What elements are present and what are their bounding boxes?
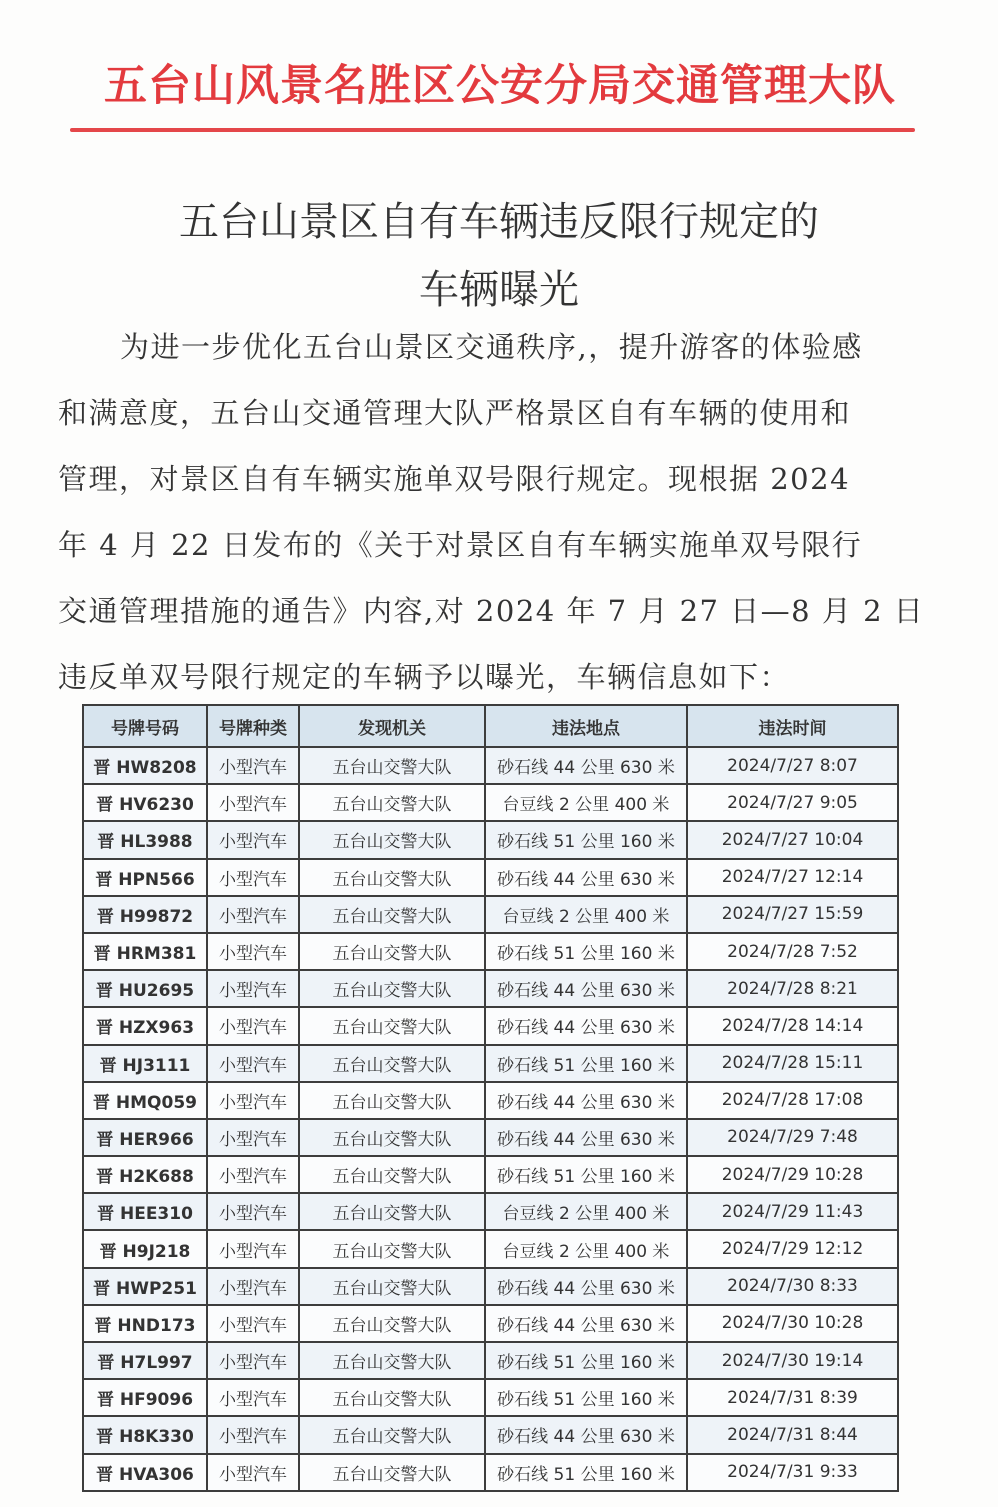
table-row bbox=[83, 1342, 898, 1379]
cell-location: 砂石线 44 公里 630 米 bbox=[485, 1007, 687, 1044]
cell-plate-type: 小型汽车 bbox=[207, 1305, 299, 1342]
cell-plate-number: 晋 HMQ059 bbox=[83, 1082, 207, 1119]
cell-location: 台豆线 2 公里 400 米 bbox=[485, 784, 687, 821]
cell-plate-number: 晋 H2K688 bbox=[83, 1156, 207, 1193]
cell-location: 砂石线 44 公里 630 米 bbox=[485, 1082, 687, 1119]
cell-plate-number: 晋 HER966 bbox=[83, 1119, 207, 1156]
cell-location: 砂石线 44 公里 630 米 bbox=[485, 747, 687, 784]
cell-time: 2024/7/28 8:21 bbox=[687, 970, 898, 1007]
table-header-row bbox=[83, 705, 898, 747]
cell-location: 砂石线 51 公里 160 米 bbox=[485, 1045, 687, 1082]
cell-plate-type: 小型汽车 bbox=[207, 1119, 299, 1156]
cell-authority: 五台山交警大队 bbox=[299, 1007, 485, 1044]
cell-plate-type: 小型汽车 bbox=[207, 784, 299, 821]
cell-plate-number: 晋 HF9096 bbox=[83, 1379, 207, 1416]
cell-location: 砂石线 44 公里 630 米 bbox=[485, 1305, 687, 1342]
cell-plate-number: 晋 H9J218 bbox=[83, 1230, 207, 1267]
body-line-4: 年 4 月 22 日发布的《关于对景区自有车辆实施单双号限行 bbox=[58, 528, 863, 562]
cell-time: 2024/7/27 12:14 bbox=[687, 859, 898, 896]
table-row bbox=[83, 1268, 898, 1305]
cell-location: 砂石线 51 公里 160 米 bbox=[485, 1379, 687, 1416]
cell-location: 台豆线 2 公里 400 米 bbox=[485, 1193, 687, 1230]
cell-time: 2024/7/29 12:12 bbox=[687, 1230, 898, 1267]
cell-plate-type: 小型汽车 bbox=[207, 1045, 299, 1082]
cell-plate-type: 小型汽车 bbox=[207, 1007, 299, 1044]
table-row bbox=[83, 896, 898, 933]
cell-time: 2024/7/28 14:14 bbox=[687, 1007, 898, 1044]
table-row bbox=[83, 1007, 898, 1044]
header-plate-type: 号牌种类 bbox=[207, 705, 299, 747]
cell-plate-type: 小型汽车 bbox=[207, 1416, 299, 1453]
cell-plate-number: 晋 HRM381 bbox=[83, 933, 207, 970]
cell-location: 砂石线 44 公里 630 米 bbox=[485, 1268, 687, 1305]
table-row bbox=[83, 1082, 898, 1119]
cell-plate-number: 晋 HJ3111 bbox=[83, 1045, 207, 1082]
cell-location: 台豆线 2 公里 400 米 bbox=[485, 1230, 687, 1267]
cell-plate-type: 小型汽车 bbox=[207, 1268, 299, 1305]
header-detecting-authority: 发现机关 bbox=[299, 705, 485, 747]
cell-time: 2024/7/30 8:33 bbox=[687, 1268, 898, 1305]
table-row bbox=[83, 1045, 898, 1082]
cell-plate-type: 小型汽车 bbox=[207, 970, 299, 1007]
notice-title-line-2: 车辆曝光 bbox=[419, 267, 579, 313]
table-row bbox=[83, 933, 898, 970]
cell-authority: 五台山交警大队 bbox=[299, 970, 485, 1007]
cell-plate-number: 晋 HV6230 bbox=[83, 784, 207, 821]
table-row bbox=[83, 1379, 898, 1416]
table-row bbox=[83, 970, 898, 1007]
agency-letterhead: 五台山风景名胜区公安分局交通管理大队 bbox=[104, 61, 896, 111]
body-line-3: 管理，对景区自有车辆实施单双号限行规定。现根据 2024 bbox=[58, 462, 851, 496]
cell-plate-number: 晋 H7L997 bbox=[83, 1342, 207, 1379]
cell-plate-number: 晋 HWP251 bbox=[83, 1268, 207, 1305]
cell-authority: 五台山交警大队 bbox=[299, 933, 485, 970]
cell-authority: 五台山交警大队 bbox=[299, 1082, 485, 1119]
cell-plate-number: 晋 HZX963 bbox=[83, 1007, 207, 1044]
table-row bbox=[83, 821, 898, 858]
cell-time: 2024/7/27 9:05 bbox=[687, 784, 898, 821]
cell-plate-number: 晋 HVA306 bbox=[83, 1454, 207, 1491]
cell-authority: 五台山交警大队 bbox=[299, 1454, 485, 1491]
cell-time: 2024/7/28 17:08 bbox=[687, 1082, 898, 1119]
table-row bbox=[83, 1156, 898, 1193]
cell-time: 2024/7/29 11:43 bbox=[687, 1193, 898, 1230]
cell-location: 砂石线 51 公里 160 米 bbox=[485, 1156, 687, 1193]
cell-time: 2024/7/30 19:14 bbox=[687, 1342, 898, 1379]
cell-plate-type: 小型汽车 bbox=[207, 1156, 299, 1193]
cell-authority: 五台山交警大队 bbox=[299, 1156, 485, 1193]
cell-plate-number: 晋 HW8208 bbox=[83, 747, 207, 784]
cell-time: 2024/7/29 7:48 bbox=[687, 1119, 898, 1156]
cell-plate-number: 晋 HPN566 bbox=[83, 859, 207, 896]
cell-authority: 五台山交警大队 bbox=[299, 1230, 485, 1267]
cell-plate-number: 晋 H8K330 bbox=[83, 1416, 207, 1453]
cell-time: 2024/7/27 15:59 bbox=[687, 896, 898, 933]
body-line-2: 和满意度，五台山交通管理大队严格景区自有车辆的使用和 bbox=[58, 396, 852, 430]
table-row bbox=[83, 1119, 898, 1156]
cell-time: 2024/7/30 10:28 bbox=[687, 1305, 898, 1342]
cell-location: 砂石线 44 公里 630 米 bbox=[485, 859, 687, 896]
cell-location: 砂石线 44 公里 630 米 bbox=[485, 1416, 687, 1453]
body-line-1: 为进一步优化五台山景区交通秩序,，提升游客的体验感 bbox=[120, 330, 863, 364]
cell-time: 2024/7/29 10:28 bbox=[687, 1156, 898, 1193]
cell-plate-number: 晋 H99872 bbox=[83, 896, 207, 933]
cell-time: 2024/7/28 15:11 bbox=[687, 1045, 898, 1082]
cell-plate-type: 小型汽车 bbox=[207, 933, 299, 970]
cell-plate-type: 小型汽车 bbox=[207, 821, 299, 858]
cell-plate-type: 小型汽车 bbox=[207, 1230, 299, 1267]
header-plate-number: 号牌号码 bbox=[83, 705, 207, 747]
table-row bbox=[83, 1230, 898, 1267]
cell-plate-type: 小型汽车 bbox=[207, 1082, 299, 1119]
cell-location: 台豆线 2 公里 400 米 bbox=[485, 896, 687, 933]
cell-authority: 五台山交警大队 bbox=[299, 747, 485, 784]
cell-location: 砂石线 51 公里 160 米 bbox=[485, 821, 687, 858]
cell-time: 2024/7/31 9:33 bbox=[687, 1454, 898, 1491]
header-violation-location: 违法地点 bbox=[485, 705, 687, 747]
cell-location: 砂石线 51 公里 160 米 bbox=[485, 1342, 687, 1379]
table-row bbox=[83, 859, 898, 896]
cell-plate-number: 晋 HU2695 bbox=[83, 970, 207, 1007]
cell-authority: 五台山交警大队 bbox=[299, 784, 485, 821]
cell-plate-type: 小型汽车 bbox=[207, 1193, 299, 1230]
cell-time: 2024/7/31 8:39 bbox=[687, 1379, 898, 1416]
table-row bbox=[83, 747, 898, 784]
table-row bbox=[83, 1305, 898, 1342]
cell-location: 砂石线 44 公里 630 米 bbox=[485, 1119, 687, 1156]
cell-authority: 五台山交警大队 bbox=[299, 1268, 485, 1305]
cell-authority: 五台山交警大队 bbox=[299, 1193, 485, 1230]
table-row bbox=[83, 784, 898, 821]
cell-plate-type: 小型汽车 bbox=[207, 896, 299, 933]
table-row bbox=[83, 1454, 898, 1491]
cell-time: 2024/7/31 8:44 bbox=[687, 1416, 898, 1453]
cell-location: 砂石线 51 公里 160 米 bbox=[485, 1454, 687, 1491]
cell-authority: 五台山交警大队 bbox=[299, 1342, 485, 1379]
cell-plate-type: 小型汽车 bbox=[207, 1379, 299, 1416]
table-row bbox=[83, 1416, 898, 1453]
cell-time: 2024/7/27 10:04 bbox=[687, 821, 898, 858]
cell-plate-type: 小型汽车 bbox=[207, 1454, 299, 1491]
cell-plate-number: 晋 HND173 bbox=[83, 1305, 207, 1342]
cell-authority: 五台山交警大队 bbox=[299, 1305, 485, 1342]
table-body bbox=[83, 747, 898, 1491]
violation-table bbox=[82, 704, 897, 1492]
cell-authority: 五台山交警大队 bbox=[299, 1045, 485, 1082]
cell-authority: 五台山交警大队 bbox=[299, 821, 485, 858]
table-row bbox=[83, 1193, 898, 1230]
cell-time: 2024/7/27 8:07 bbox=[687, 747, 898, 784]
cell-time: 2024/7/28 7:52 bbox=[687, 933, 898, 970]
cell-plate-type: 小型汽车 bbox=[207, 1342, 299, 1379]
cell-location: 砂石线 44 公里 630 米 bbox=[485, 970, 687, 1007]
cell-authority: 五台山交警大队 bbox=[299, 1379, 485, 1416]
cell-plate-type: 小型汽车 bbox=[207, 747, 299, 784]
cell-plate-type: 小型汽车 bbox=[207, 859, 299, 896]
notice-title-line-1: 五台山景区自有车辆违反限行规定的 bbox=[179, 199, 819, 245]
cell-authority: 五台山交警大队 bbox=[299, 1119, 485, 1156]
body-line-5: 交通管理措施的通告》内容,对 2024 年 7 月 27 日—8 月 2 日 bbox=[58, 594, 925, 628]
cell-authority: 五台山交警大队 bbox=[299, 1416, 485, 1453]
cell-plate-number: 晋 HEE310 bbox=[83, 1193, 207, 1230]
cell-authority: 五台山交警大队 bbox=[299, 896, 485, 933]
cell-plate-number: 晋 HL3988 bbox=[83, 821, 207, 858]
cell-location: 砂石线 51 公里 160 米 bbox=[485, 933, 687, 970]
body-line-6: 违反单双号限行规定的车辆予以曝光，车辆信息如下： bbox=[58, 660, 791, 694]
header-violation-time: 违法时间 bbox=[687, 705, 898, 747]
cell-authority: 五台山交警大队 bbox=[299, 859, 485, 896]
letterhead-red-rule bbox=[70, 128, 915, 132]
